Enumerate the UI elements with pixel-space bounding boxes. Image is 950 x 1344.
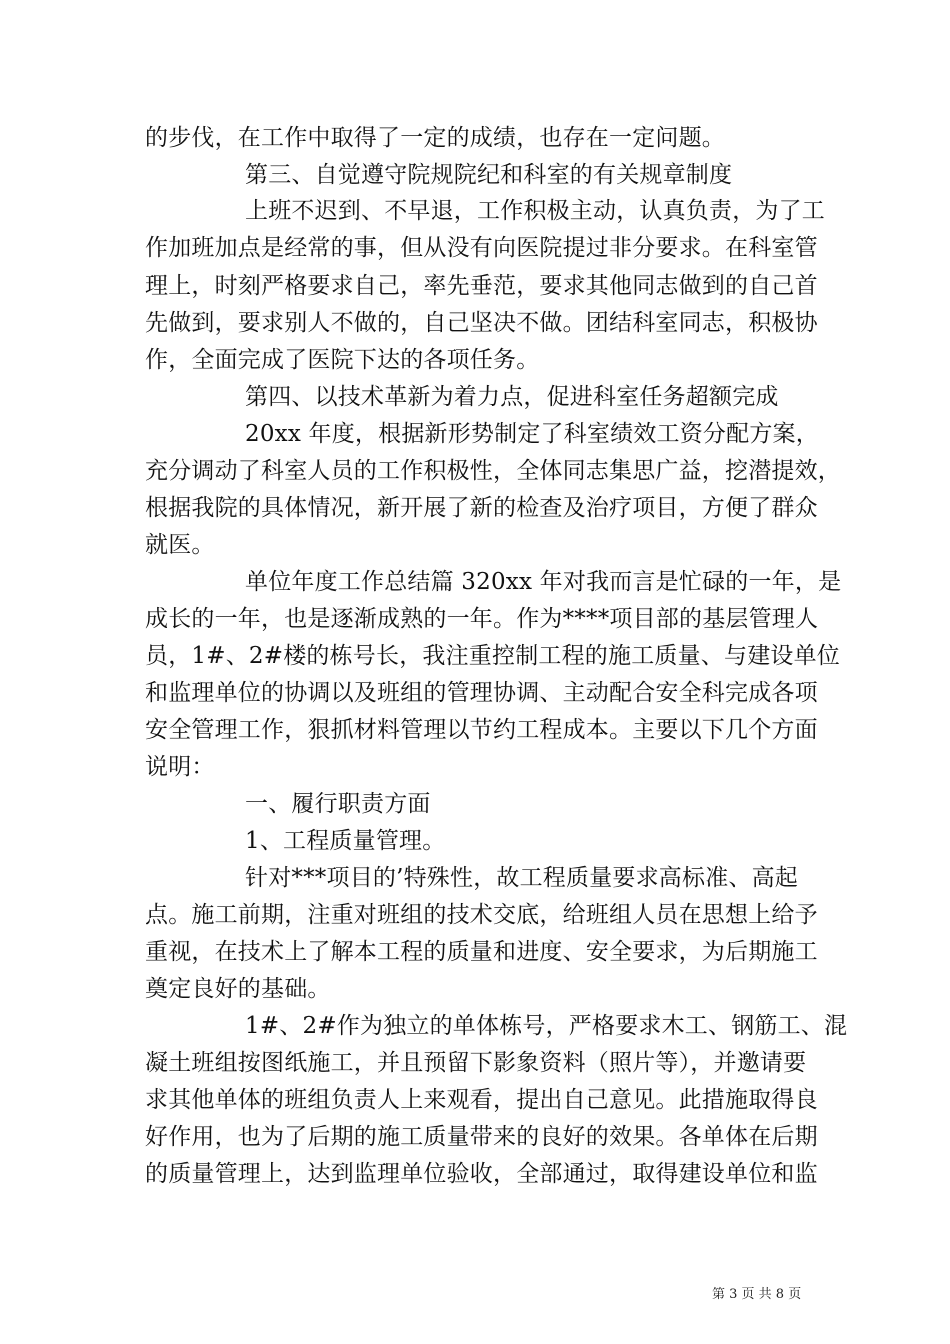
text-line: 针对***项目的’特殊性，故工程质量要求高标准、高起 xyxy=(245,865,799,891)
text-line: 和监理单位的协调以及班组的管理协调、主动配合安全科完成各项 xyxy=(145,680,818,706)
section-heading: 一、履行职责方面 xyxy=(245,791,431,817)
text-line: 上班不迟到、不早退，工作积极主动，认真负责，为了工 xyxy=(245,198,825,224)
page-number-footer: 第 3 页 共 8 页 xyxy=(712,1287,802,1302)
section-heading: 第四、以技术革新为着力点，促进科室任务超额完成 xyxy=(245,384,779,410)
text-line: 好作用，也为了后期的施工质量带来的良好的效果。各单体在后期 xyxy=(145,1124,818,1150)
text-line: 单位年度工作总结篇 320xx 年对我而言是忙碌的一年，是 xyxy=(245,569,842,595)
text-line: 20xx 年度，根据新形势制定了科室绩效工资分配方案， xyxy=(245,421,819,447)
text-line: 求其他单体的班组负责人上来观看，提出自己意见。此措施取得良 xyxy=(145,1087,818,1113)
text-line: 安全管理工作，狠抓材料管理以节约工程成本。主要以下几个方面 xyxy=(145,717,818,743)
text-line: 作加班加点是经常的事，但从没有向医院提过非分要求。在科室管 xyxy=(145,235,818,261)
text-line: 先做到，要求别人不做的，自己坚决不做。团结科室同志，积极协 xyxy=(145,310,818,336)
text-line: 凝土班组按图纸施工，并且预留下影象资料（照片等），并邀请要 xyxy=(145,1050,807,1076)
text-line: 根据我院的具体情况，新开展了新的检查及治疗项目，方便了群众 xyxy=(145,495,818,521)
text-line: 1#、2#作为独立的单体栋号，严格要求木工、钢筋工、混 xyxy=(245,1013,848,1039)
text-line: 理上，时刻严格要求自己，率先垂范，要求其他同志做到的自己首 xyxy=(145,273,818,299)
text-line: 就医。 xyxy=(145,532,215,558)
text-line: 说明： xyxy=(145,754,215,780)
text-line: 成长的一年，也是逐渐成熟的一年。作为****项目部的基层管理人 xyxy=(145,606,819,632)
text-line: 充分调动了科室人员的工作积极性，全体同志集思广益，挖潜提效， xyxy=(145,458,841,484)
text-line: 员，1#、2#楼的栋号长，我注重控制工程的施工质量、与建设单位 xyxy=(145,643,841,669)
text-line: 点。施工前期，注重对班组的技术交底，给班组人员在思想上给予 xyxy=(145,902,818,928)
text-line: 的步伐，在工作中取得了一定的成绩，也存在一定问题。 xyxy=(145,125,725,151)
subsection-heading: 1、工程质量管理。 xyxy=(245,828,446,854)
text-line: 作，全面完成了医院下达的各项任务。 xyxy=(145,347,540,373)
text-line: 奠定良好的基础。 xyxy=(145,976,331,1002)
text-line: 重视，在技术上了解本工程的质量和进度、安全要求，为后期施工 xyxy=(145,939,818,965)
section-heading: 第三、自觉遵守院规院纪和科室的有关规章制度 xyxy=(245,162,733,188)
text-line: 的质量管理上，达到监理单位验收，全部通过，取得建设单位和监 xyxy=(145,1161,818,1187)
